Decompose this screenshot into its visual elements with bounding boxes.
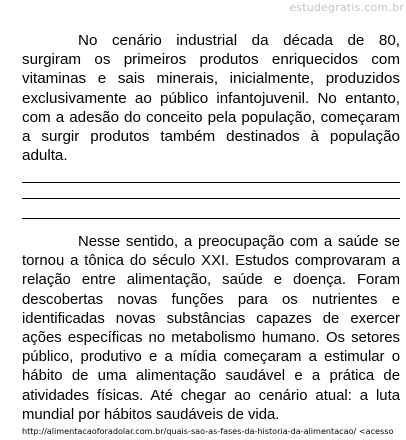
source-citation: http://alimentacaoforadolar.com.br/quais-sao-as-fases-da-historia-da-alimentacao/ <acesso (22, 426, 394, 436)
answer-line-3 (22, 218, 400, 219)
paragraph-1: No cenário industrial da década de 80, surgiram os primeiros produtos enriquecidos com vitaminas e sais minerais, inicialmente, produzidos exclusivamente ao público infantojuvenil. No entanto, com a adesão do conceito pela população, começaram a surgir produtos também destinados à população adulta. (22, 32, 400, 165)
answer-line-1 (22, 182, 400, 183)
answer-line-2 (22, 198, 400, 199)
paragraph-2: Nesse sentido, a preocupação com a saúde se tornou a tônica do século XXI. Estudos comprovaram a relação entre alimentação, saúde e doença. Foram descobertas novas funções para os nutrientes e identificadas novas substâncias capazes de exercer ações específicas no metabolismo humano. Os setores público, produtivo e a mídia começaram a estimular o hábito de uma alimentação saudável e a prática de atividades físicas. Até chegar ao cenário atual: a luta mundial por hábitos saudáveis de vida. (22, 234, 400, 423)
site-watermark: estudegratis.com.br (289, 1, 404, 14)
